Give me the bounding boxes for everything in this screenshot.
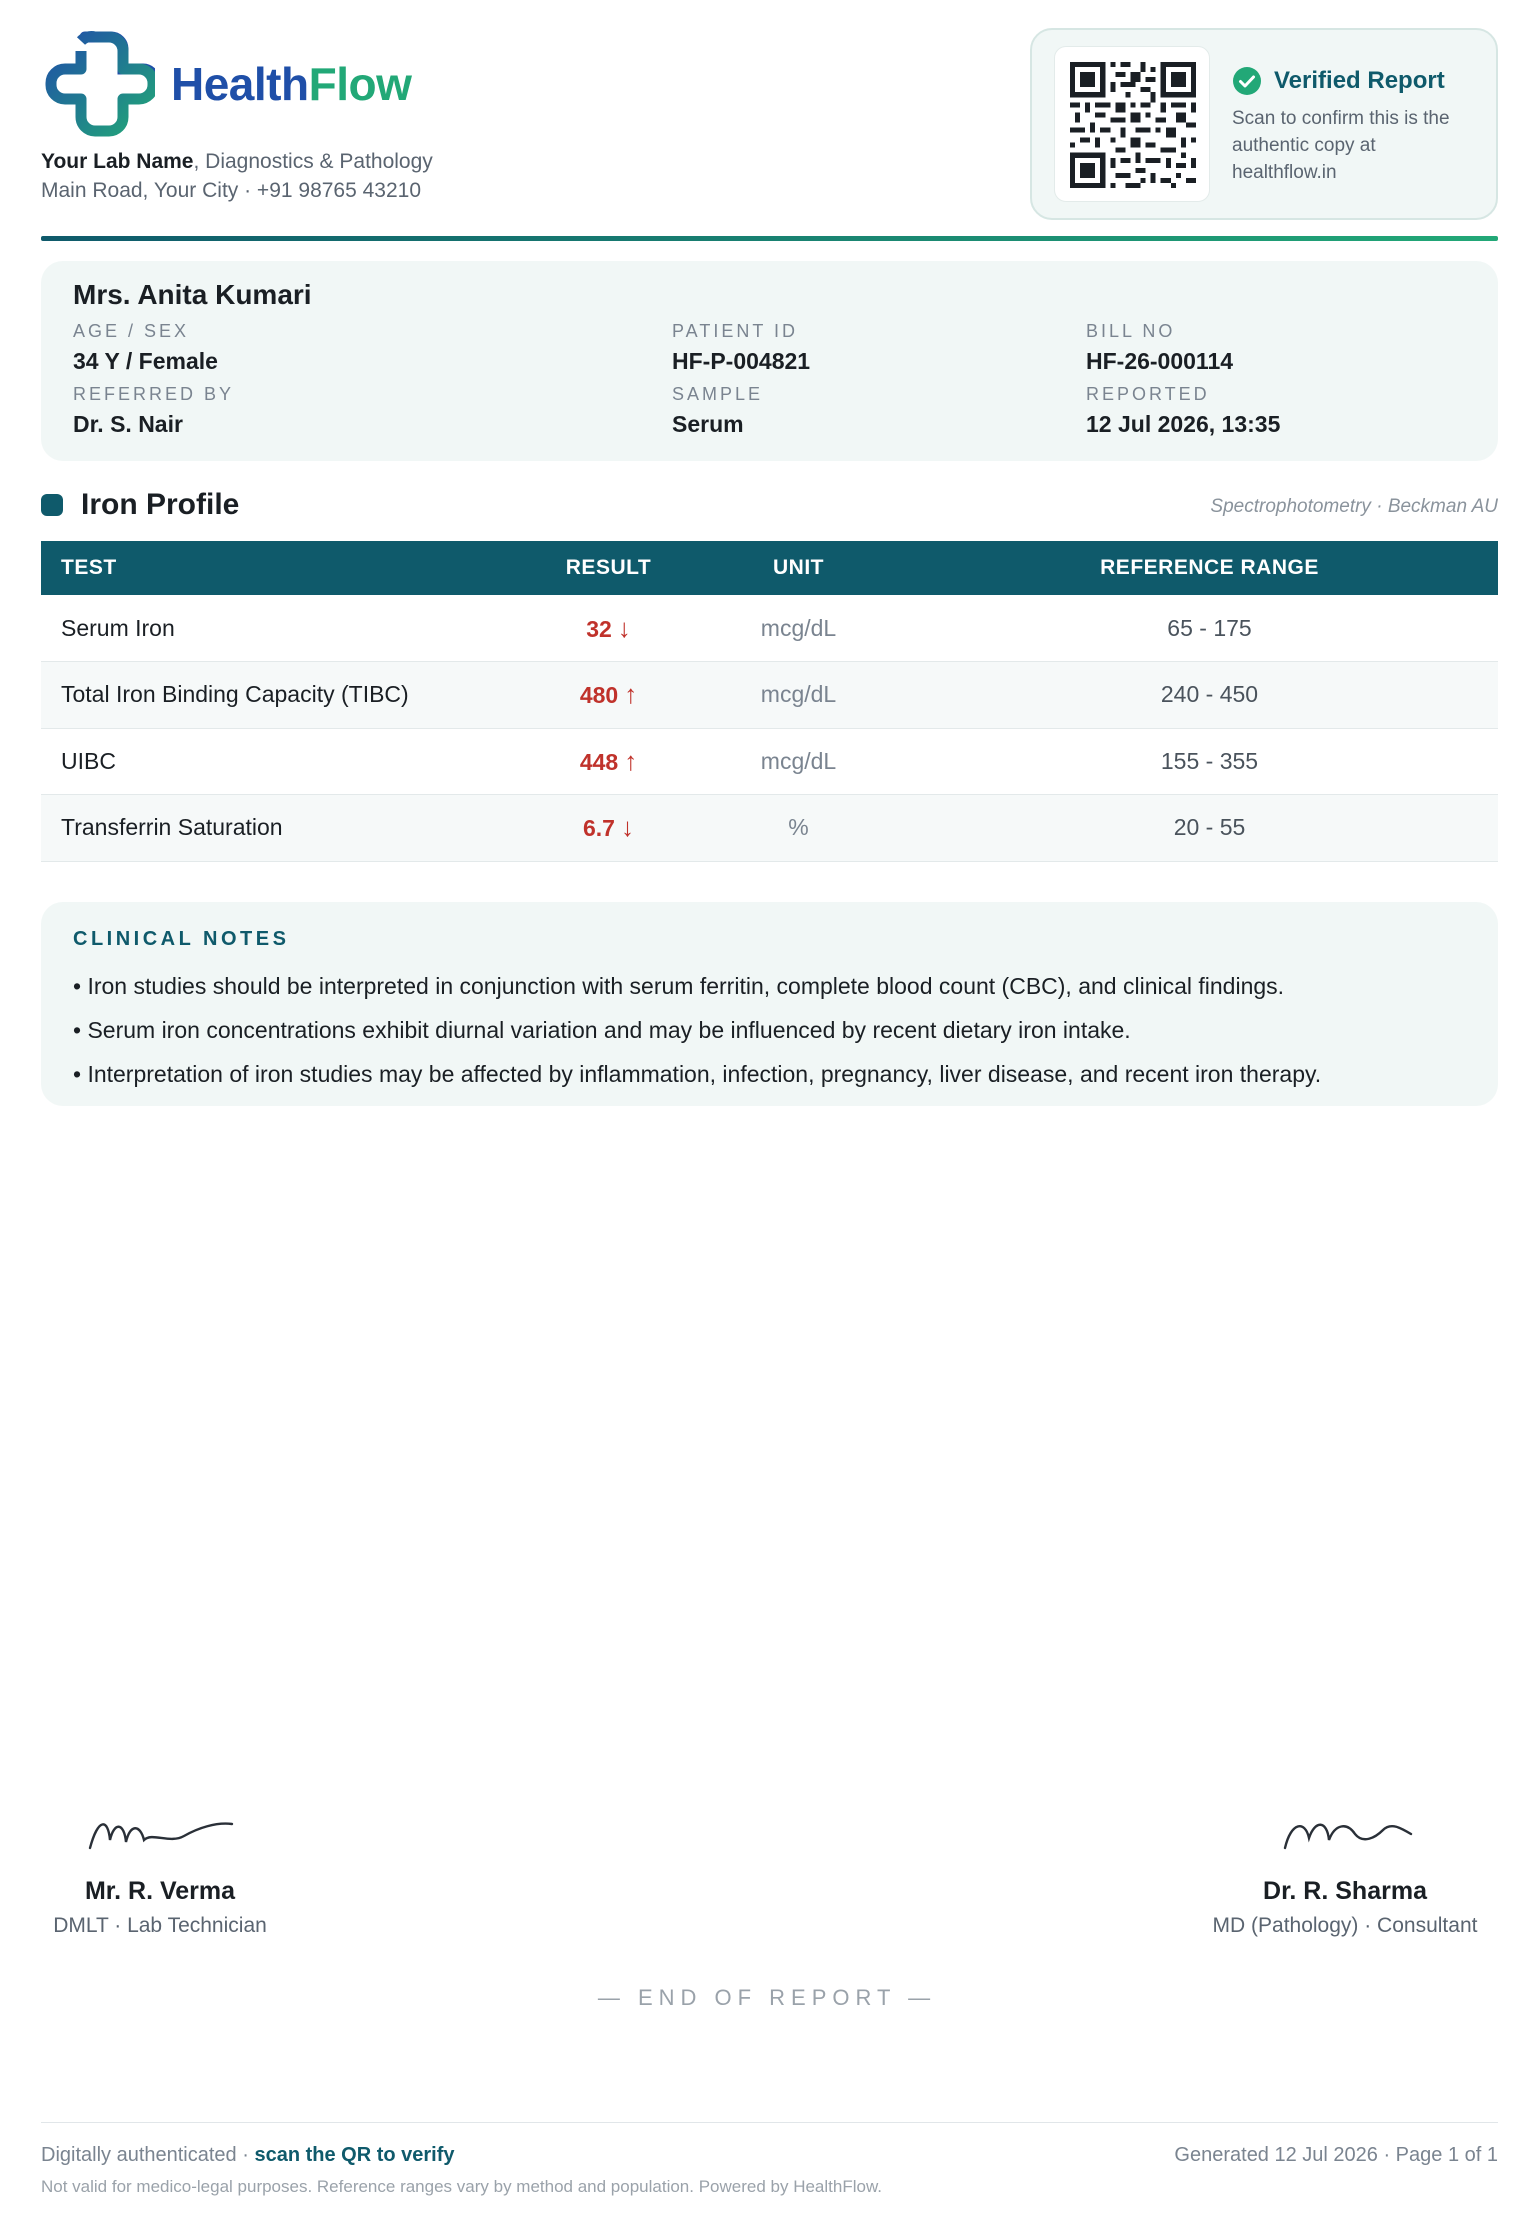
- field-reported: [1086, 384, 1280, 438]
- section-heading: [41, 488, 239, 522]
- clinical-notes: [41, 902, 1498, 1106]
- patient-card: [41, 261, 1498, 461]
- footer-generated: Generated 12 Jul 2026 · Page 1 of 1: [1174, 2144, 1498, 2166]
- field-label: REPORTED: [1086, 384, 1210, 404]
- patient-name: Mrs. Anita Kumari: [73, 279, 312, 310]
- col-header-unit: UNIT: [676, 541, 921, 595]
- brand-logo: [41, 27, 411, 141]
- brand-name-part2: Flow: [308, 58, 412, 110]
- qr-code-icon: [1070, 62, 1196, 188]
- arrow-down-icon: ↓: [620, 812, 634, 843]
- signature-name: Dr. R. Sharma: [1263, 1877, 1427, 1905]
- field-value: HF-26-000114: [1086, 348, 1234, 374]
- field-value: Serum: [672, 411, 744, 437]
- field-label: AGE / SEX: [73, 321, 190, 341]
- section-title: Iron Profile: [81, 488, 240, 521]
- verify-title: [1232, 66, 1445, 96]
- brand-name-part1: Health: [171, 58, 309, 110]
- test-name: Total Iron Binding Capacity (TIBC): [41, 662, 541, 729]
- qr-code[interactable]: [1054, 46, 1210, 202]
- result-cell: [541, 728, 676, 795]
- footer-auth-text: Digitally authenticated ·: [41, 2144, 255, 2166]
- field-value: Dr. S. Nair: [73, 411, 183, 437]
- result-value: 6.7: [583, 815, 615, 842]
- signature-name: Mr. R. Verma: [84, 1877, 236, 1905]
- healthflow-logo-icon: [41, 27, 155, 141]
- brand-name: [171, 57, 411, 111]
- arrow-down-icon: ↓: [617, 612, 631, 643]
- result-cell: [541, 662, 676, 729]
- arrow-up-icon: ↑: [624, 679, 638, 710]
- header-divider: [41, 236, 1498, 241]
- lab-address: Main Road, Your City · +91 98765 43210: [41, 179, 422, 202]
- section-method: Spectrophotometry · Beckman AU: [1210, 496, 1498, 517]
- field-value: HF-P-004821: [672, 348, 811, 374]
- list-item: • Serum iron concentrations exhibit diurnal variation and may be influenced by recent dietary iron intake.: [73, 1017, 1131, 1043]
- field-label: BILL NO: [1086, 321, 1176, 341]
- field-referred-by: [73, 384, 234, 438]
- table-row: [41, 662, 1498, 729]
- reference-range: 240 - 450: [921, 662, 1498, 729]
- field-value: 12 Jul 2026, 13:35: [1086, 411, 1281, 437]
- notes-list: [73, 964, 1321, 1096]
- reference-range: 155 - 355: [921, 728, 1498, 795]
- field-value: 34 Y / Female: [73, 348, 218, 374]
- col-header-test: TEST: [41, 541, 541, 595]
- check-circle-icon: [1232, 66, 1262, 96]
- results-table: [41, 541, 1498, 862]
- lab-tagline: , Diagnostics & Pathology: [193, 150, 433, 173]
- unit-value: %: [676, 795, 921, 862]
- reference-range: 20 - 55: [921, 795, 1498, 862]
- signature-role: DMLT · Lab Technician: [53, 1914, 267, 1937]
- table-header-row: [41, 541, 1498, 595]
- result-cell: [541, 795, 676, 862]
- verify-text: Scan to confirm this is the authentic copy at healthflow.in: [1232, 108, 1450, 183]
- list-item: • Iron studies should be interpreted in conjunction with serum ferritin, complete blood count (CBC), and clinical findings.: [73, 973, 1285, 999]
- field-label: SAMPLE: [672, 384, 764, 404]
- table-row: [41, 728, 1498, 795]
- arrow-up-icon: ↑: [624, 745, 638, 776]
- field-patient-id: [672, 321, 810, 375]
- signature-technician: [46, 1808, 274, 1938]
- unit-value: mcg/dL: [676, 728, 921, 795]
- test-name: UIBC: [41, 728, 541, 795]
- col-header-result: RESULT: [541, 541, 676, 595]
- section-marker-icon: [41, 494, 63, 516]
- footer-auth: [41, 2144, 455, 2167]
- field-age-sex: [73, 321, 218, 375]
- reference-range: 65 - 175: [921, 595, 1498, 662]
- table-row: [41, 795, 1498, 862]
- col-header-reference: REFERENCE RANGE: [921, 541, 1498, 595]
- verify-title-text: Verified Report: [1274, 67, 1445, 94]
- field-sample: [672, 384, 763, 438]
- end-of-report: — END OF REPORT —: [597, 1985, 937, 2010]
- lab-line: [41, 150, 433, 174]
- signature-role: MD (Pathology) · Consultant: [1212, 1914, 1478, 1937]
- test-name: Transferrin Saturation: [41, 795, 541, 862]
- unit-value: mcg/dL: [676, 662, 921, 729]
- result-value: 448: [579, 748, 619, 775]
- signature-consultant: [1190, 1808, 1500, 1938]
- result-cell: [541, 595, 676, 662]
- lab-name: Your Lab Name: [41, 150, 194, 173]
- field-label: REFERRED BY: [73, 384, 235, 404]
- notes-title: CLINICAL NOTES: [73, 928, 290, 950]
- footer-divider: [41, 2122, 1498, 2123]
- result-value: 480: [579, 682, 619, 709]
- footer-disclaimer: Not valid for medico-legal purposes. Reference ranges vary by method and population. Powered by HealthFlow.: [41, 2177, 883, 2196]
- list-item: • Interpretation of iron studies may be affected by inflammation, infection, pregnancy, liver disease, and recent iron therapy.: [73, 1061, 1322, 1087]
- table-row: [41, 595, 1498, 662]
- test-name: Serum Iron: [41, 595, 541, 662]
- result-value: 32: [586, 615, 612, 642]
- field-bill-no: [1086, 321, 1233, 375]
- verify-link[interactable]: scan the QR to verify: [254, 2144, 455, 2166]
- signature-scribble-icon: [80, 1808, 240, 1858]
- unit-value: mcg/dL: [676, 595, 921, 662]
- verify-box: [1030, 28, 1498, 220]
- signature-scribble-icon: [1265, 1808, 1425, 1858]
- field-label: PATIENT ID: [672, 321, 799, 341]
